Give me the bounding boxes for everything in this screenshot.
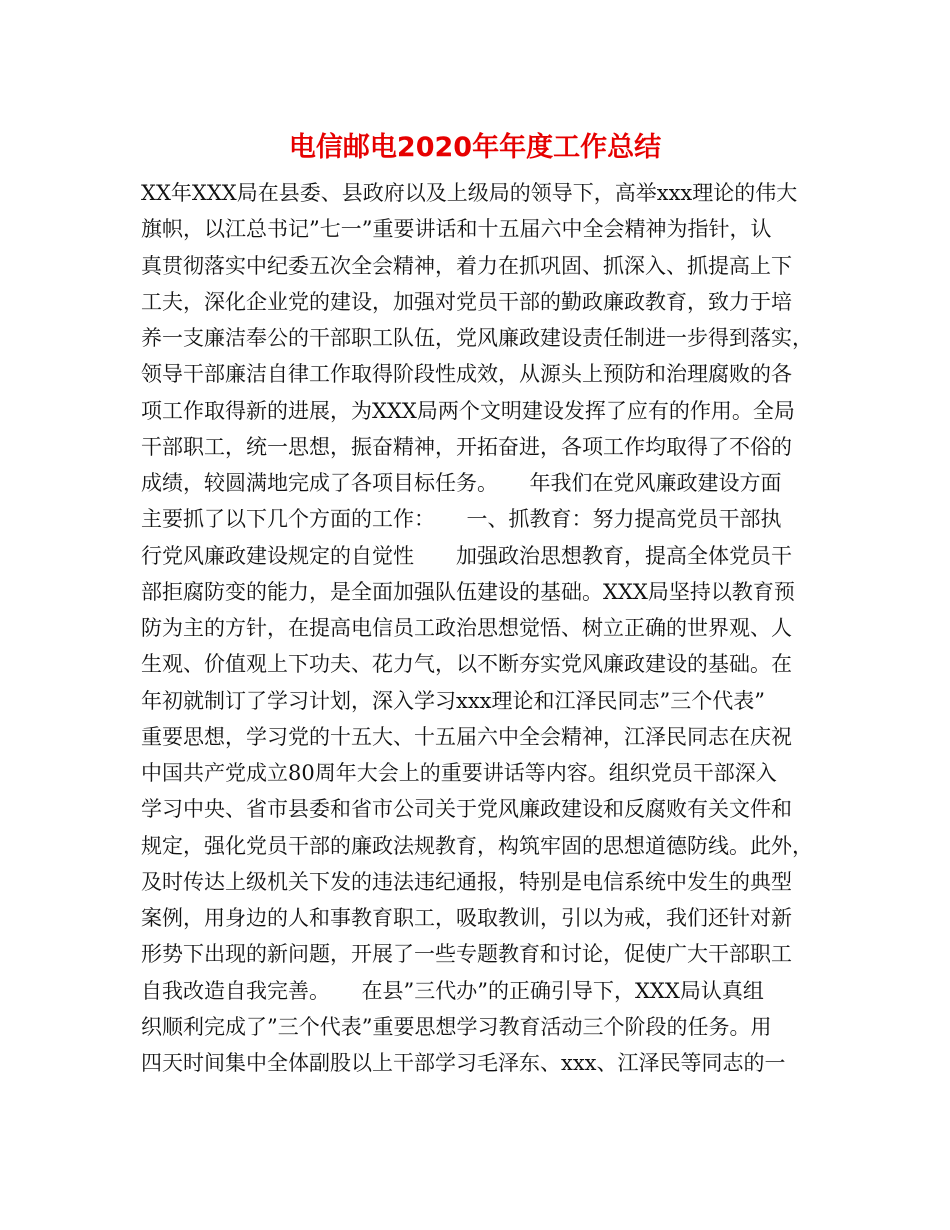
body-text-line: 重要思想，学习党的十五大、十五届六中全会精神，江泽民同志在庆祝 [141,724,792,749]
body-text-line: 部拒腐防变的能力，是全面加强队伍建设的基础。XXX局坚持以教育预 [141,579,795,604]
body-text-line: 成绩，较圆满地完成了各项目标任务。 年我们在党风廉政建设方面 [141,471,782,495]
body-text-line: 规定，强化党员干部的廉政法规教育，构筑牢固的思想道德防线。此外， [141,833,813,858]
body-text-line: 生观、价值观上下功夫、花力气，以不断夯实党风廉政建设的基础。在 [141,652,792,677]
body-text-line: 四天时间集中全体副股以上干部学习毛泽东、xxx、江泽民等同志的一 [141,1051,786,1075]
body-text-line: 旗帜，以江总书记”七一”重要讲话和十五届六中全会精神为指针，认 [141,217,772,242]
body-text-line: 主要抓了以下几个方面的工作： 一、抓教育：努力提高党员干部执 [141,507,782,532]
document-title: 电信邮电2020年年度工作总结 [288,132,662,163]
body-text-line: 真贯彻落实中纪委五次全会精神，着力在抓巩固、抓深入、抓提高上下 [141,253,792,278]
body-text-line: 自我改造自我完善。 在县”三代办”的正确引导下，XXX局认真组 [141,978,764,1003]
body-text-line: 工夫，深化企业党的建设，加强对党员干部的勤政廉政教育，致力于培 [141,289,792,314]
body-text-line: 项工作取得新的进展，为XXX局两个文明建设发挥了应有的作用。全局 [141,398,795,423]
body-text-line: 学习中央、省市县委和省市公司关于党风廉政建设和反腐败有关文件和 [141,797,792,822]
body-text-line: 防为主的方针，在提高电信员工政治思想觉悟、树立正确的世界观、人 [141,616,792,640]
body-text-line: 干部职工，统一思想，振奋精神，开拓奋进，各项工作均取得了不俗的 [141,434,792,459]
body-text-line: 及时传达上级机关下发的违法违纪通报，特别是电信系统中发生的典型 [141,869,792,894]
body-text-line: 行党风廉政建设规定的自觉性 加强政治思想教育，提高全体党员干 [141,543,792,568]
body-text-line: 养一支廉洁奉公的干部职工队伍，党风廉政建设责任制进一步得到落实， [141,326,813,350]
body-text-line: 领导干部廉洁自律工作取得阶段性成效，从源头上预防和治理腐败的各 [141,362,792,387]
body-text-line: XX年XXX局在县委、县政府以及上级局的领导下，高举xxx理论的伟大 [141,181,798,205]
body-text-line: 形势下出现的新问题，开展了一些专题教育和讨论，促使广大干部职工 [141,942,792,967]
document-body [141,175,821,1081]
body-text-line: 织顺利完成了”三个代表”重要思想学习教育活动三个阶段的任务。用 [141,1014,772,1039]
body-text-line: 案例，用身边的人和事教育职工，吸取教训，引以为戒，我们还针对新 [141,906,792,930]
body-text-line: 中国共产党成立80周年大会上的重要讲话等内容。组织党员干部深入 [141,761,777,785]
body-text-line: 年初就制订了学习计划，深入学习xxx理论和江泽民同志”三个代表” [141,688,765,713]
